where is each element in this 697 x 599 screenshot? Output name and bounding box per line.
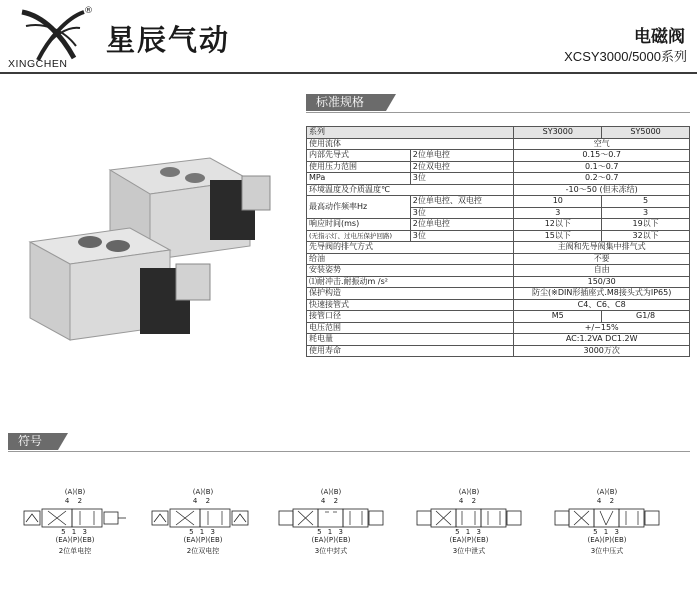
table-cell: 保护构造	[307, 288, 514, 300]
table-cell: ⑴耐冲击.耐振动m /s²	[307, 276, 514, 288]
symbol-section-title: 符号	[8, 433, 58, 450]
table-row	[307, 334, 690, 346]
table-row	[307, 345, 690, 357]
symbol-caption: 2位单电控	[58, 547, 92, 555]
table-cell: 2位双电控	[410, 161, 514, 173]
table-row	[307, 138, 690, 150]
table-row	[307, 150, 690, 162]
symbol-caption: 3位中封式	[314, 547, 348, 555]
table-cell: 15以下	[514, 230, 602, 242]
table-cell: 使用流体	[307, 138, 514, 150]
table-cell: 自由	[514, 265, 690, 277]
table-cell: 安装姿势	[307, 265, 514, 277]
port-numbers-bottom: 5 1 3	[189, 528, 217, 536]
table-row	[307, 196, 690, 208]
symbol-caption: 3位中泄式	[452, 547, 486, 555]
valve-symbol-3pos-pressure-center	[554, 488, 660, 568]
spec-section-rule	[306, 112, 690, 113]
port-numbers-bottom: 5 1 3	[317, 528, 345, 536]
port-label-pe: (EA)(P)(EB)	[449, 536, 489, 544]
table-cell: 3位	[410, 173, 514, 185]
table-cell: G1/8	[602, 311, 690, 323]
table-cell: 2位单电控	[410, 219, 514, 231]
table-cell: 环境温度及介质温度℃	[307, 184, 514, 196]
port-numbers-top: 4 2	[64, 497, 86, 505]
symbol-section-rule	[8, 451, 690, 452]
table-cell: 防尘(※DIN形插座式.M8接头式为IP65)	[514, 288, 690, 300]
table-row	[307, 311, 690, 323]
valve-diagram-icon	[150, 508, 256, 528]
valve-diagram-icon	[416, 508, 522, 528]
table-cell: 给油	[307, 253, 514, 265]
table-cell: 电压范围	[307, 322, 514, 334]
port-label-pe: (EA)(P)(EB)	[311, 536, 351, 544]
table-cell: 最高动作频率Hz	[307, 196, 411, 219]
table-cell: 2位单电控、双电控	[410, 196, 514, 208]
port-numbers-top: 4 2	[596, 497, 618, 505]
table-cell: 接管口径	[307, 311, 514, 323]
table-cell: 10	[514, 196, 602, 208]
table-row	[307, 322, 690, 334]
table-cell: 3	[514, 207, 602, 219]
port-label-ab: (A)(B)	[458, 488, 480, 496]
table-cell: 0.1～0.7	[514, 161, 690, 173]
table-header-row	[307, 127, 690, 139]
header-rule	[0, 72, 697, 74]
table-cell: 12以下	[514, 219, 602, 231]
port-numbers-top: 4 2	[192, 497, 214, 505]
table-cell: 使用寿命	[307, 345, 514, 357]
table-cell: 3位	[410, 230, 514, 242]
table-row	[307, 276, 690, 288]
table-row	[307, 253, 690, 265]
port-label-ab: (A)(B)	[596, 488, 618, 496]
registered-mark: ®	[84, 6, 93, 16]
valve-diagram-icon	[278, 508, 384, 528]
spec-table	[306, 126, 690, 357]
product-series: XCSY3000/5000系列	[564, 49, 687, 64]
port-numbers-bottom: 5 1 3	[593, 528, 621, 536]
valve-symbol-3pos-exhaust-center	[416, 488, 522, 568]
table-cell: 0.2～0.7	[514, 173, 690, 185]
port-label-ab: (A)(B)	[320, 488, 342, 496]
port-label-ab: (A)(B)	[192, 488, 214, 496]
table-cell: 19以下	[602, 219, 690, 231]
table-row	[307, 288, 690, 300]
table-cell: MPa	[307, 173, 411, 185]
valve-diagram-icon	[554, 508, 660, 528]
valve-symbol-3pos-closed-center	[278, 488, 384, 568]
table-row	[307, 184, 690, 196]
port-numbers-top: 4 2	[458, 497, 480, 505]
table-row	[307, 219, 690, 231]
product-title-cn: 电磁阀	[634, 27, 685, 47]
port-label-pe: (EA)(P)(EB)	[55, 536, 95, 544]
table-cell: 耗电量	[307, 334, 514, 346]
table-cell: 不要	[514, 253, 690, 265]
table-cell: +/−15%	[514, 322, 690, 334]
table-cell: 150/30	[514, 276, 690, 288]
table-cell: 内部先导式	[307, 150, 411, 162]
brand-name-en: XINGCHEN	[8, 58, 68, 70]
port-label-ab: (A)(B)	[64, 488, 86, 496]
table-row	[307, 230, 690, 242]
valve-symbol-2pos-double	[150, 488, 256, 568]
table-cell: 5	[602, 196, 690, 208]
port-label-pe: (EA)(P)(EB)	[587, 536, 627, 544]
header-cell-series: 系列	[307, 127, 514, 139]
table-cell: 2位单电控	[410, 150, 514, 162]
table-cell: C4、C6、C8	[514, 299, 690, 311]
valve-diagram-icon	[22, 508, 128, 528]
solenoid-valve-illustration	[20, 150, 290, 390]
table-cell: 0.15～0.7	[514, 150, 690, 162]
header-cell-sy3000: SY3000	[514, 127, 602, 139]
table-cell: 快速接管式	[307, 299, 514, 311]
table-cell: -10～50 (但未冻结)	[514, 184, 690, 196]
valve-symbol-2pos-single	[22, 488, 128, 568]
symbol-caption: 3位中压式	[590, 547, 624, 555]
spec-section-title: 标准规格	[306, 94, 386, 111]
table-row	[307, 299, 690, 311]
table-row	[307, 265, 690, 277]
header-cell-sy5000: SY5000	[602, 127, 690, 139]
port-numbers-bottom: 5 1 3	[61, 528, 89, 536]
table-cell: 使用压力范围	[307, 161, 411, 173]
table-cell: 响应时间(ms)	[307, 219, 411, 231]
table-cell: 先导阀的排气方式	[307, 242, 514, 254]
port-label-pe: (EA)(P)(EB)	[183, 536, 223, 544]
table-cell: 主阀和先导阀集中排气式	[514, 242, 690, 254]
table-cell: 3000万次	[514, 345, 690, 357]
brand-name-cn: 星辰气动	[106, 23, 231, 57]
port-numbers-bottom: 5 1 3	[455, 528, 483, 536]
table-row	[307, 161, 690, 173]
table-cell: 32以下	[602, 230, 690, 242]
table-cell: 3位	[410, 207, 514, 219]
table-cell: M5	[514, 311, 602, 323]
table-row	[307, 173, 690, 185]
table-cell: (无指示灯、过电压保护回路)	[307, 230, 411, 242]
table-cell: 3	[602, 207, 690, 219]
table-cell: AC:1.2VA DC1.2W	[514, 334, 690, 346]
symbol-caption: 2位双电控	[186, 547, 220, 555]
table-cell: 空气	[514, 138, 690, 150]
table-row	[307, 242, 690, 254]
port-numbers-top: 4 2	[320, 497, 342, 505]
